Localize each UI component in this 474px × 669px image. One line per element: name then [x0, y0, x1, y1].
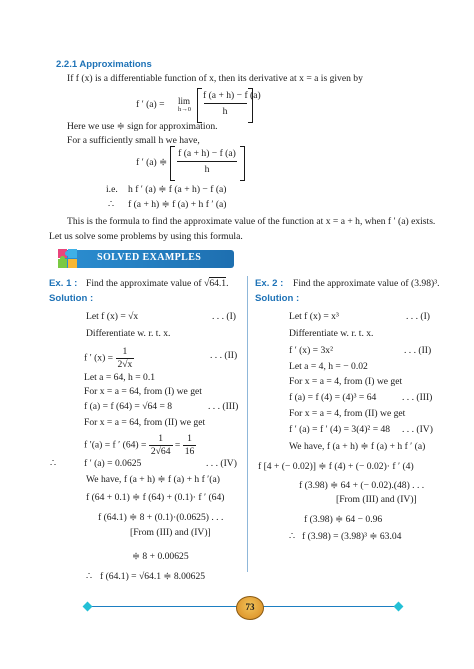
ex2-line4: Let a = 4, h = − 0.02: [289, 361, 368, 372]
ex2-line6: f (a) = f (4) = (4)³ = 64: [289, 392, 377, 403]
therefore-line: f (a + h) ≑ f (a) + h f ′ (a): [128, 199, 227, 210]
ex2-line10: f [4 + (− 0.02)] ≑ f (4) + (− 0.02)· f ′ (4): [258, 461, 414, 472]
ex1-line9-symbol: ∴: [50, 458, 57, 469]
ex1-question-suffix: .: [226, 278, 229, 289]
ex2-line8: f ′ (a) = f ′ (4) = 3(4)² = 48: [289, 424, 391, 435]
ex1-line8-lhs: f ′(a) = f ′ (64) =: [84, 439, 147, 451]
approx-fraction-line: [177, 161, 237, 162]
ex2-question: Find the approximate value of (3.98)³.: [293, 278, 440, 289]
ex2-line7: For x = a = 4, from (II) we get: [289, 408, 406, 419]
ex1-line1: Let f (x) = √x: [86, 311, 139, 322]
derivative-lhs: f ′ (a) =: [136, 99, 165, 110]
banner-label: SOLVED EXAMPLES: [97, 252, 202, 263]
ex2-line11b: [From (III) and (IV)]: [336, 494, 417, 505]
limit-symbol: lim: [178, 96, 191, 106]
ex2-line3: f ′ (x) = 3x²: [289, 345, 333, 356]
ex1-question-prefix: Find the approximate value of: [86, 278, 202, 289]
ex1-line4: Let a = 64, h = 0.1: [84, 372, 156, 383]
ie-line: h f ′ (a) ≑ f (a + h) − f (a): [128, 184, 227, 195]
ex2-line13-symbol: ∴: [289, 531, 296, 542]
approx-lhs: f ′ (a) ≑: [136, 157, 168, 168]
ex1-line12: f (64.1) ≑ 8 + (0.1)·(0.0625) . . .: [98, 512, 224, 523]
ex2-line1-tag: . . . (I): [406, 311, 430, 322]
formula-paragraph-2: Let us solve some problems by using this formula.: [49, 231, 243, 242]
ex1-line13: ≑ 8 + 0.00625: [132, 551, 189, 562]
ex1-line3: [84, 346, 134, 371]
ex1-question: [86, 278, 229, 290]
ex1-line3-num: 1: [116, 346, 135, 359]
ex2-line11: f (3.98) ≑ 64 + (− 0.02).(48) . . .: [299, 480, 425, 491]
ex1-line8-num1: 1: [149, 433, 173, 446]
ex2-line2: Differentiate w. r. t. x.: [289, 328, 374, 339]
ex1-line8-den1: 2√64: [150, 446, 171, 457]
ex2-line8-tag: . . . (IV): [402, 424, 433, 435]
ex1-line9: f ′ (a) = 0.0625: [84, 458, 142, 469]
small-h-note: For a sufficiently small h we have,: [67, 135, 200, 146]
definition-fraction-denominator: h: [222, 106, 228, 117]
ex1-line14: f (64.1) = √64.1 ≑ 8.00625: [100, 571, 206, 582]
ex1-line8-num2: 1: [183, 433, 197, 446]
approx-sign-note: Here we use ≑ sign for approximation.: [67, 121, 218, 132]
intro-text: If f (x) is a differentiable function of x, then its derivative at x = a is given by: [67, 73, 363, 84]
ie-label: i.e.: [106, 184, 118, 195]
ex1-line12b: [From (III) and (IV)]: [130, 527, 211, 538]
ex2-line9: We have, f (a + h) ≑ f (a) + h f ′ (a): [289, 441, 426, 452]
ex1-line11: f (64 + 0.1) ≑ f (64) + (0.1)· f ′ (64): [86, 492, 225, 503]
limit-subscript: h→0: [178, 106, 191, 113]
ex1-line8-eq: =: [174, 439, 181, 451]
therefore-symbol: ∴: [108, 199, 115, 210]
ex1-line1-tag: . . . (I): [212, 311, 236, 322]
ex2-line12: f (3.98) ≑ 64 − 0.96: [304, 514, 383, 525]
formula-paragraph-1: This is the formula to find the approximate value of the function at x = a + h, when f ′ (a) exists.: [67, 216, 436, 227]
solved-examples-banner: [41, 246, 240, 274]
section-title: 2.2.1 Approximations: [56, 59, 152, 70]
ex1-line14-symbol: ∴: [86, 571, 93, 582]
column-divider: [247, 276, 248, 572]
left-bracket: [197, 88, 202, 123]
ex1-line7: For x = a = 64, from (II) we get: [84, 417, 206, 428]
ex1-line8: [84, 433, 196, 458]
approx-fraction-numerator: f (a + h) − f (a): [178, 148, 236, 159]
ex1-question-radicand: 64.1: [209, 278, 227, 289]
approx-fraction-denominator: h: [204, 164, 210, 175]
ex1-line6-tag: . . . (III): [208, 401, 239, 412]
ex2-line1: Let f (x) = x³: [289, 311, 339, 322]
footer-diamond-left: [83, 602, 93, 612]
ex2-label: Ex. 2 :: [255, 278, 284, 289]
ex1-sqrt-symbol: √: [204, 278, 210, 289]
definition-fraction-numerator: f (a + h) − f (a): [203, 90, 261, 101]
ex2-line13: f (3.98) = (3.98)³ ≑ 63.04: [302, 531, 402, 542]
ex1-label: Ex. 1 :: [49, 278, 78, 289]
ex2-solution-label: Solution :: [255, 293, 300, 304]
ex2-line6-tag: . . . (III): [402, 392, 433, 403]
page-number-badge: [236, 596, 264, 620]
ex1-line3-lhs: f ′ (x) =: [84, 352, 114, 364]
ex1-line6: f (a) = f (64) = √64 = 8: [84, 401, 173, 412]
ex1-line10: We have, f (a + h) ≑ f (a) + h f ′(a): [86, 474, 220, 485]
page-number: 73: [245, 602, 255, 612]
ex1-line9-tag: . . . (IV): [206, 458, 237, 469]
ex1-line2: Differentiate w. r. t. x.: [86, 328, 171, 339]
ex1-solution-label: Solution :: [49, 293, 94, 304]
ex1-line5: For x = a = 64, from (I) we get: [84, 386, 202, 397]
ex1-line8-den2: 16: [184, 446, 195, 457]
puzzle-icon: [55, 246, 81, 272]
ex1-line3-den: 2√x: [117, 359, 133, 370]
ex2-line3-tag: . . . (II): [404, 345, 432, 356]
definition-fraction-line: [204, 103, 247, 104]
ex1-line3-tag: . . . (II): [210, 350, 238, 361]
ex2-line5: For x = a = 4, from (I) we get: [289, 376, 403, 387]
approx-right-bracket: [240, 146, 245, 181]
footer-diamond-right: [394, 602, 404, 612]
